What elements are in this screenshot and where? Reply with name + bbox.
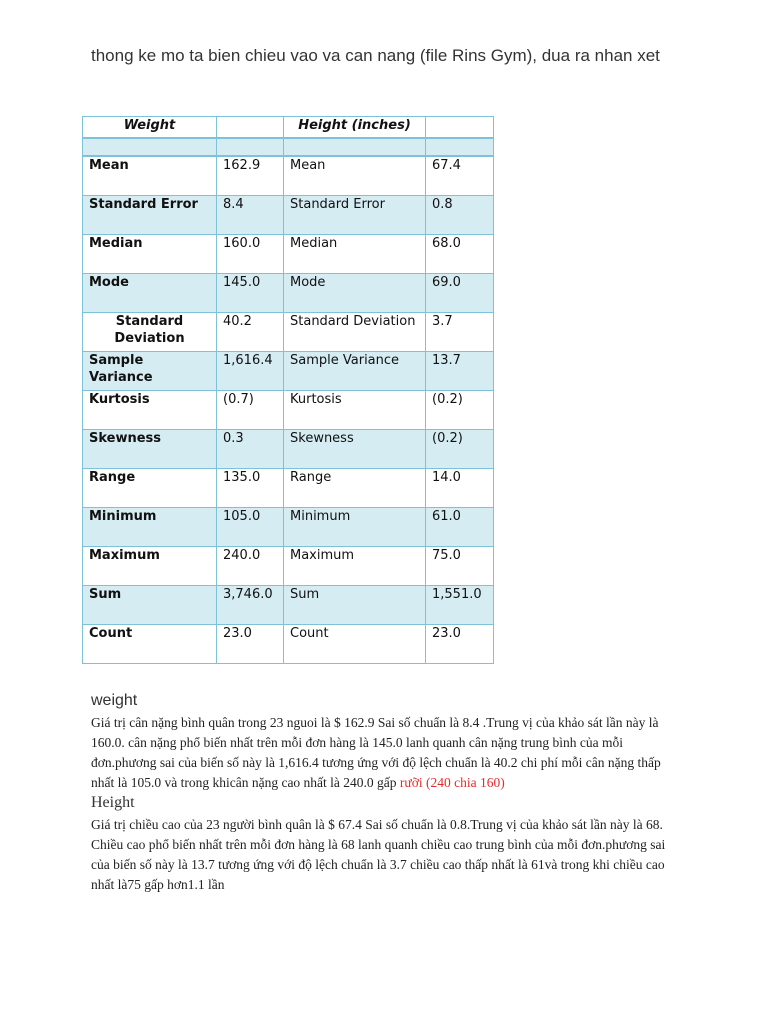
statistics-table bbox=[82, 116, 494, 664]
table-row bbox=[83, 313, 494, 352]
height-label: Median bbox=[284, 235, 426, 274]
weight-value: 135.0 bbox=[217, 469, 284, 508]
weight-value: 0.3 bbox=[217, 430, 284, 469]
height-value: 1,551.0 bbox=[426, 586, 494, 625]
document-title: thong ke mo ta bien chieu vao va can nang (file Rins Gym), dua ra nhan xet bbox=[91, 46, 660, 65]
table-row bbox=[83, 547, 494, 586]
height-value: 69.0 bbox=[426, 274, 494, 313]
weight-value: 160.0 bbox=[217, 235, 284, 274]
height-value: 68.0 bbox=[426, 235, 494, 274]
table-blank-row bbox=[83, 138, 494, 156]
height-label: Sample Variance bbox=[284, 352, 426, 391]
height-label: Maximum bbox=[284, 547, 426, 586]
table-row bbox=[83, 508, 494, 547]
weight-value: 145.0 bbox=[217, 274, 284, 313]
weight-label: Range bbox=[83, 469, 217, 508]
height-label: Mode bbox=[284, 274, 426, 313]
weight-label: Median bbox=[83, 235, 217, 274]
height-value: 23.0 bbox=[426, 625, 494, 664]
header-empty-cell bbox=[426, 117, 494, 139]
weight-value: (0.7) bbox=[217, 391, 284, 430]
table-row bbox=[83, 391, 494, 430]
weight-value: 240.0 bbox=[217, 547, 284, 586]
weight-label: Sum bbox=[83, 586, 217, 625]
table-row bbox=[83, 586, 494, 625]
height-value: (0.2) bbox=[426, 391, 494, 430]
height-value: 3.7 bbox=[426, 313, 494, 352]
weight-value: 8.4 bbox=[217, 196, 284, 235]
weight-value: 1,616.4 bbox=[217, 352, 284, 391]
height-value: 14.0 bbox=[426, 469, 494, 508]
weight-label: Standard Error bbox=[83, 196, 217, 235]
height-value: (0.2) bbox=[426, 430, 494, 469]
weight-label: Mode bbox=[83, 274, 217, 313]
weight-label: Maximum bbox=[83, 547, 217, 586]
weight-label: Skewness bbox=[83, 430, 217, 469]
height-section-paragraph: Giá trị chiều cao của 23 người bình quân là $ 67.4 Sai số chuẩn là 0.8.Trung vị của khảo sát lần này là 68. Chiều cao phổ biến nhất trên mỗi đơn hàng là 68 lanh quanh chiều cao trung bình của mỗi đơn.phương sai của biến số này là 13.7 tương ứng với độ lệch chuẩn là 3.7 chiều cao thấp nhất là 61và trong khi chiều cao nhất là75 gấp hơn1.1 lần bbox=[91, 817, 666, 892]
weight-label: Mean bbox=[83, 156, 217, 196]
weight-label: Sample Variance bbox=[83, 352, 217, 391]
height-label: Range bbox=[284, 469, 426, 508]
height-value: 75.0 bbox=[426, 547, 494, 586]
table-row bbox=[83, 430, 494, 469]
weight-label: Minimum bbox=[83, 508, 217, 547]
table-row bbox=[83, 274, 494, 313]
height-value: 0.8 bbox=[426, 196, 494, 235]
height-label: Standard Error bbox=[284, 196, 426, 235]
weight-value: 40.2 bbox=[217, 313, 284, 352]
height-label: Kurtosis bbox=[284, 391, 426, 430]
height-section-heading: Height bbox=[91, 794, 135, 811]
weight-label: Count bbox=[83, 625, 217, 664]
height-value: 61.0 bbox=[426, 508, 494, 547]
weight-section-heading: weight bbox=[91, 692, 138, 709]
weight-value: 162.9 bbox=[217, 156, 284, 196]
table-row bbox=[83, 352, 494, 391]
height-value: 67.4 bbox=[426, 156, 494, 196]
height-label: Skewness bbox=[284, 430, 426, 469]
height-label: Mean bbox=[284, 156, 426, 196]
weight-label: Kurtosis bbox=[83, 391, 217, 430]
weight-header: Weight bbox=[83, 117, 217, 139]
weight-section-paragraph bbox=[91, 713, 681, 793]
height-label: Count bbox=[284, 625, 426, 664]
height-label: Minimum bbox=[284, 508, 426, 547]
table-row bbox=[83, 469, 494, 508]
table-row bbox=[83, 196, 494, 235]
table-header-row bbox=[83, 117, 494, 139]
height-label: Standard Deviation bbox=[284, 313, 426, 352]
height-header: Height (inches) bbox=[284, 117, 426, 139]
height-value: 13.7 bbox=[426, 352, 494, 391]
header-empty-cell bbox=[217, 117, 284, 139]
table-row bbox=[83, 625, 494, 664]
weight-value: 3,746.0 bbox=[217, 586, 284, 625]
weight-value: 23.0 bbox=[217, 625, 284, 664]
weight-value: 105.0 bbox=[217, 508, 284, 547]
weight-label: Standard Deviation bbox=[83, 313, 217, 352]
table-row bbox=[83, 235, 494, 274]
weight-paragraph-text: Giá trị cân nặng bình quân trong 23 nguoi là $ 162.9 Sai số chuẩn là 8.4 .Trung vị của khảo sát lần này là 160.0. cân nặng phổ biến nhất trên mỗi đơn hàng là 145.0 lanh quanh cân nặng trung bình của mỗi đơn.phương sai của biến số này là 1,616.4 tương ứng với độ lệch chuẩn là 40.2 chi phí mỗi cân nặng thấp nhất là 105.0 và trong khicân nặng cao nhất là 240.0 gấp bbox=[91, 715, 661, 790]
height-label: Sum bbox=[284, 586, 426, 625]
table-row bbox=[83, 156, 494, 196]
weight-paragraph-highlight: rưỡi (240 chia 160) bbox=[399, 775, 505, 790]
